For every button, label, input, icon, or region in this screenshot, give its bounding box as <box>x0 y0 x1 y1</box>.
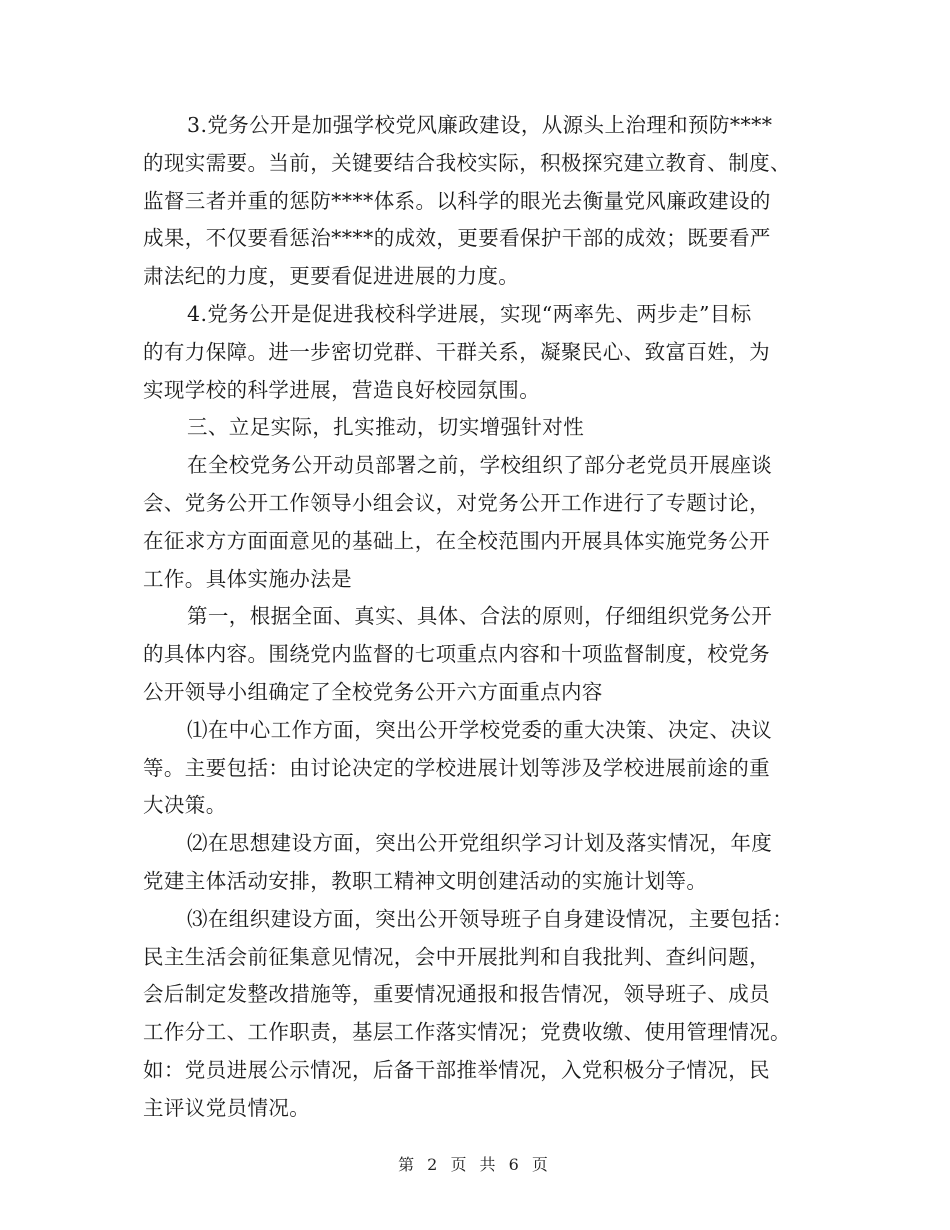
paragraph-4-line-3: 实现学校的科学进展，营造良好校园氛围。 <box>143 377 541 402</box>
item-3-line-6: 主评议党员情况。 <box>143 1095 311 1120</box>
section-heading: 三、立足实际，扎实推动，切实增强针对性 <box>187 415 585 440</box>
intro-paragraph-line-2: 会、党务公开工作领导小组会议，对党务公开工作进行了专题讨论， <box>143 490 770 515</box>
item-3-line-5: 如：党员进展公示情况，后备干部推举情况，入党积极分子情况，民 <box>143 1057 770 1082</box>
page-number-footer: 第 2 页 共 6 页 <box>398 1155 552 1174</box>
paragraph-3-line-1: 3.党务公开是加强学校党风廉政建设，从源头上治理和预防**** <box>187 113 773 137</box>
item-2-line-2: 党建主体活动安排，教职工精神文明创建活动的实施计划等。 <box>143 868 708 893</box>
paragraph-4-line-2: 的有力保障。进一步密切党群、干群关系，凝聚民心、致富百姓，为 <box>143 339 770 364</box>
intro-paragraph-line-4: 工作。具体实施办法是 <box>143 566 352 591</box>
item-2-line-1: ⑵在思想建设方面，突出公开党组织学习计划及落实情况，年度 <box>187 831 773 856</box>
first-point-line-1: 第一，根据全面、真实、具体、合法的原则，仔细组织党务公开 <box>187 604 773 629</box>
first-point-line-3: 公开领导小组确定了全校党务公开六方面重点内容 <box>143 679 603 704</box>
item-1-line-1: ⑴在中心工作方面，突出公开学校党委的重大决策、决定、决议 <box>187 717 773 742</box>
item-1-line-2: 等。主要包括：由讨论决定的学校进展计划等涉及学校进展前途的重 <box>143 755 770 780</box>
intro-paragraph-line-3: 在征求方方面面意见的基础上，在全校范围内开展具体实施党务公开 <box>143 528 770 553</box>
item-3-line-1: ⑶在组织建设方面，突出公开领导班子自身建设情况，主要包括： <box>187 906 794 931</box>
paragraph-3-line-4: 成果，不仅要看惩治****的成效，更要看保护干部的成效；既要看严 <box>143 226 771 251</box>
paragraph-4-line-1: 4.党务公开是促进我校科学进展，实现“两率先、两步走”目标 <box>187 301 752 326</box>
item-3-line-3: 会后制定发整改措施等，重要情况通报和报告情况，领导班子、成员 <box>143 982 770 1007</box>
intro-paragraph-line-1: 在全校党务公开动员部署之前，学校组织了部分老党员开展座谈 <box>187 453 773 478</box>
document-body <box>143 107 811 1128</box>
paragraph-3-line-5: 肃法纪的力度，更要看促进进展的力度。 <box>143 264 520 289</box>
item-3-line-4: 工作分工、工作职责，基层工作落实情况；党费收缴、使用管理情况。 <box>143 1020 791 1045</box>
item-1-line-3: 大决策。 <box>143 793 227 818</box>
paragraph-3-line-2: 的现实需要。当前，关键要结合我校实际，积极探究建立教育、制度、 <box>143 150 791 175</box>
first-point-line-2: 的具体内容。围绕党内监督的七项重点内容和十项监督制度，校党务 <box>143 642 770 667</box>
paragraph-3-line-3: 监督三者并重的惩防****体系。以科学的眼光去衡量党风廉政建设的 <box>143 188 771 213</box>
item-3-line-2: 民主生活会前征集意见情况，会中开展批判和自我批判、查纠问题， <box>143 944 770 969</box>
